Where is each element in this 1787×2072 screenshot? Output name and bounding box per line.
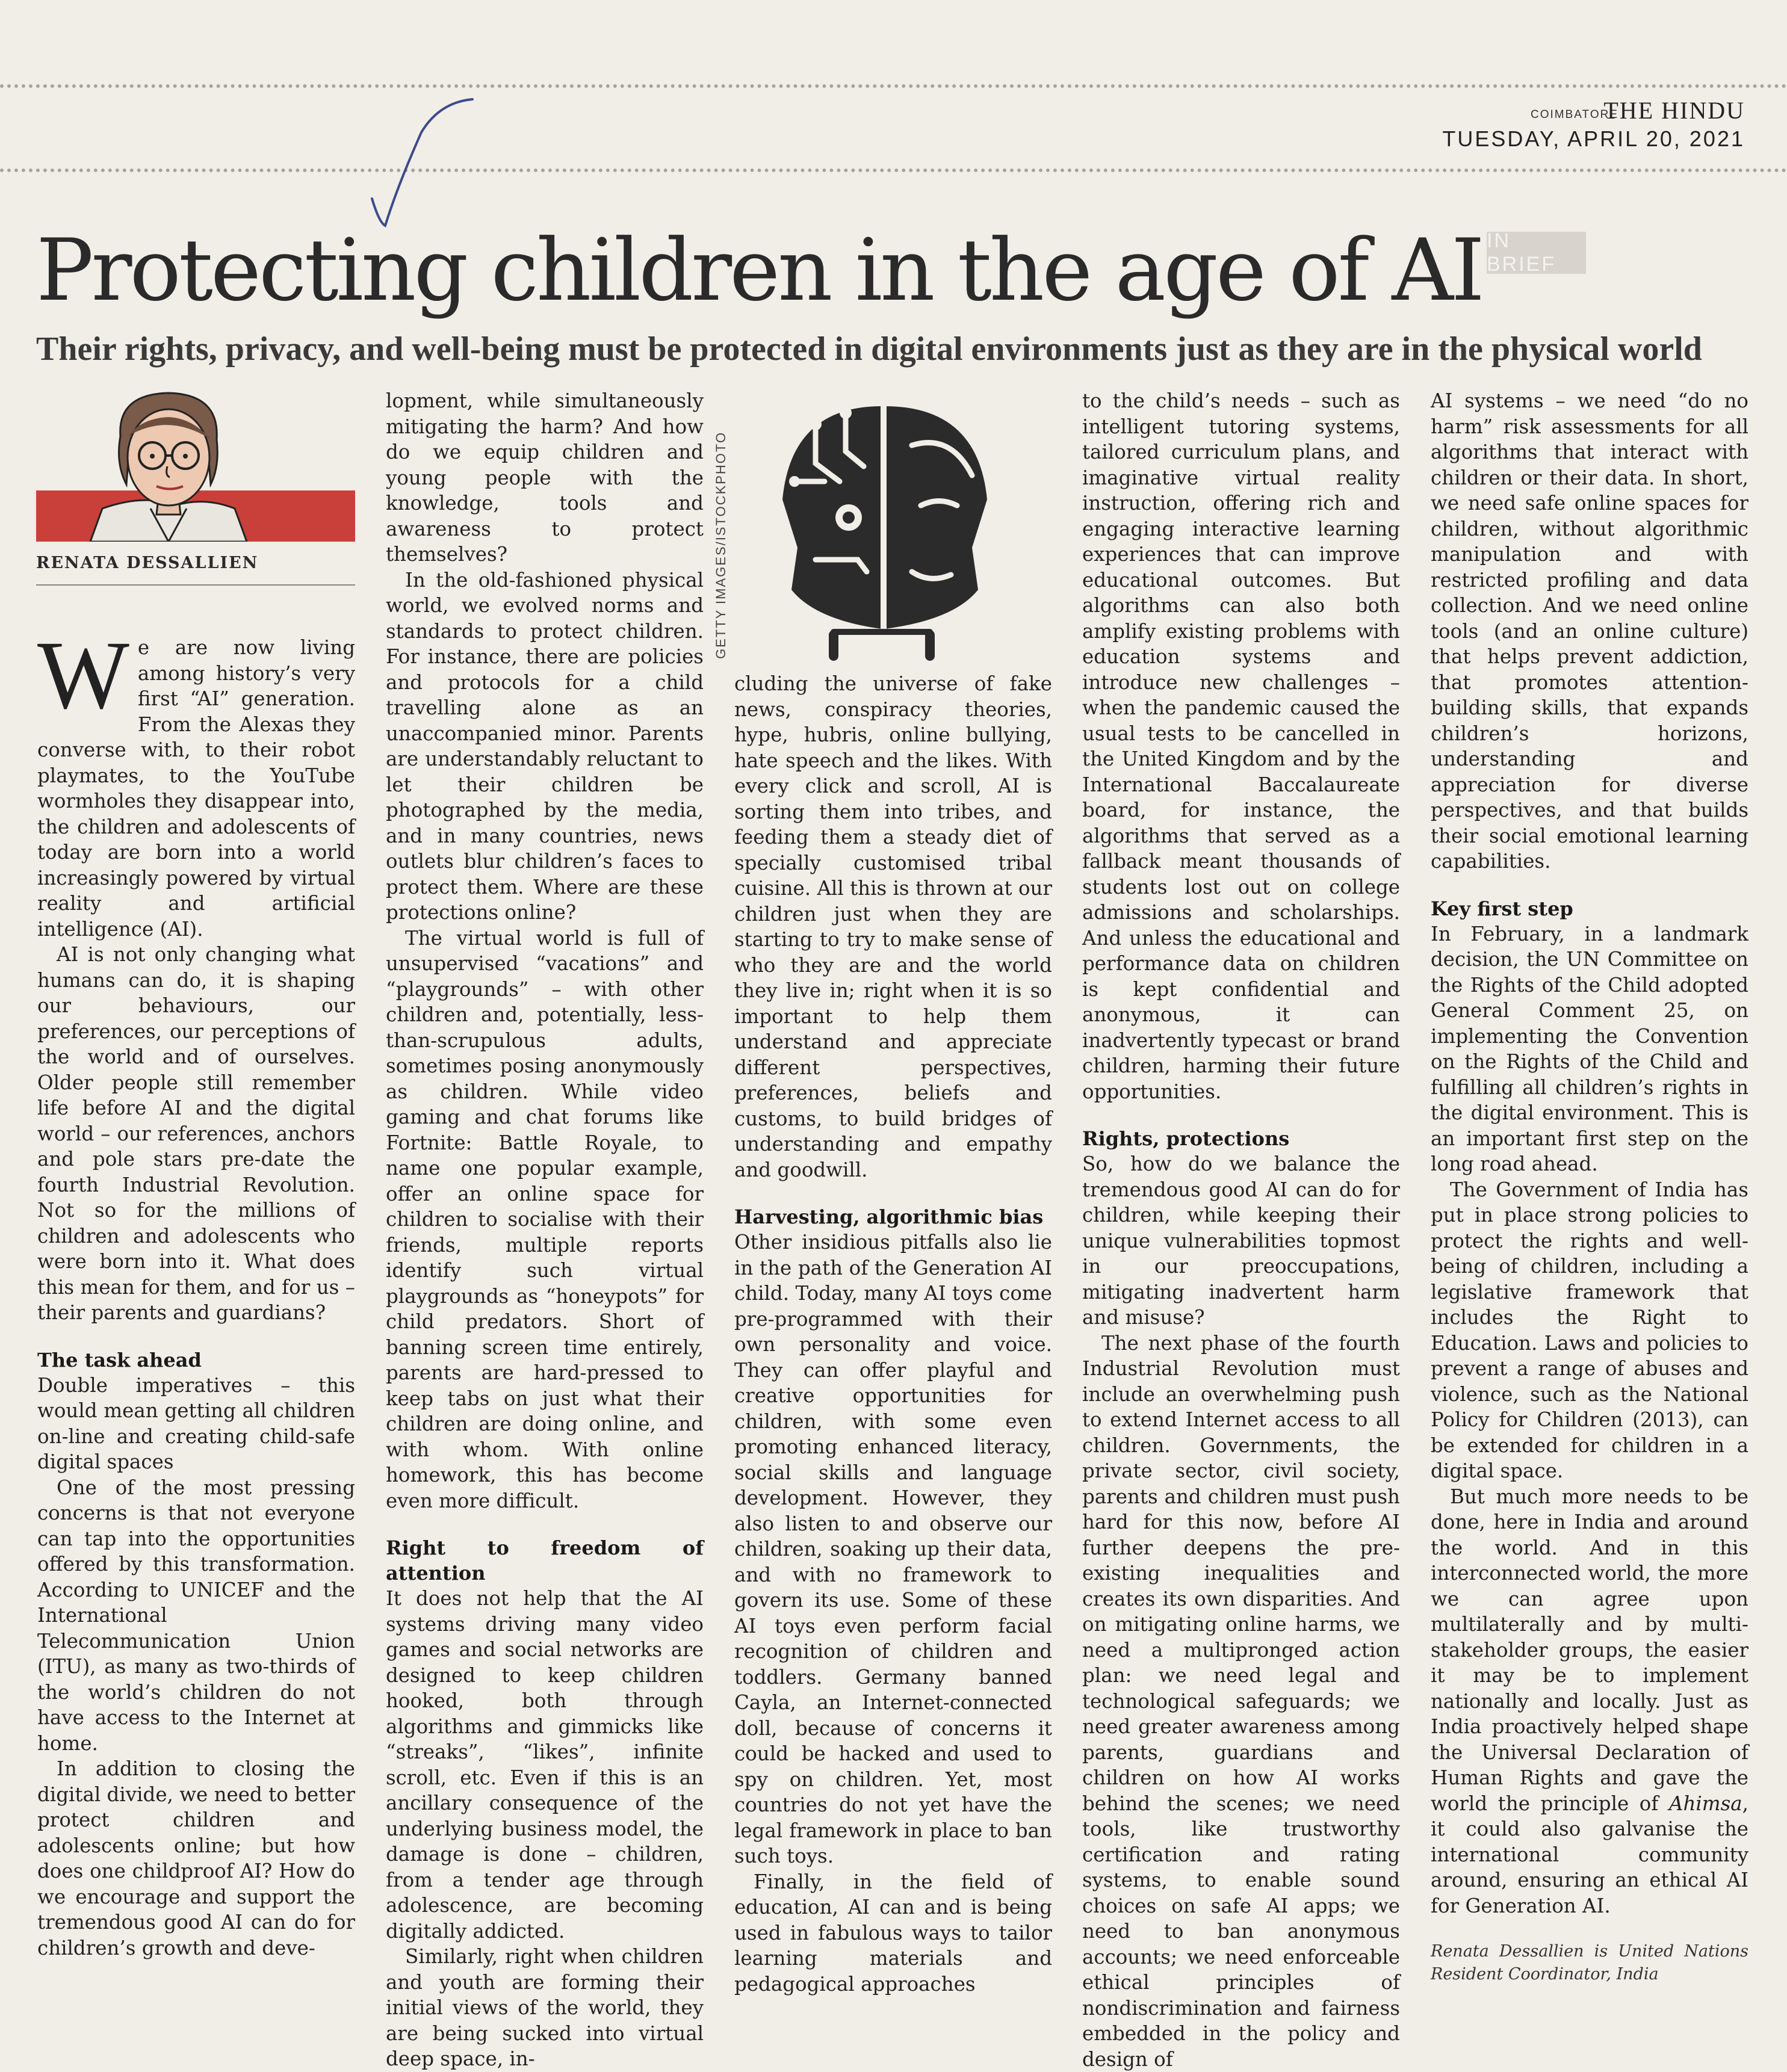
- drop-cap: W: [37, 639, 129, 713]
- article-headline: Protecting children in the age of AI: [36, 223, 1420, 319]
- paragraph: lopment, while simultaneously mitigating the harm? And how do we equip children and young people with the knowledge, tools and awareness to protect themselves?: [386, 388, 704, 567]
- article-column-3: [734, 671, 1052, 1997]
- section-heading: Harvesting, algorithmic bias: [734, 1204, 1052, 1229]
- masthead-edition: COIMBATORE: [1531, 108, 1618, 122]
- ai-head-illustration: [713, 391, 1053, 662]
- paragraph: Finally, in the field of education, AI can and is being used in fabulous ways to tailor learning materials and pedagogical approaches: [734, 1869, 1052, 1997]
- paragraph: Similarly, right when children and youth are forming their initial views of the world, they are being sucked into virtual deep space, in-: [386, 1944, 704, 2072]
- paragraph: It does not help that the AI systems driving many video games and social networks are designed to keep children hooked, both through algorithms and gimmicks like “streaks”, “likes”, infinite scroll, etc. Even if this is an ancillary consequence of the underlying business model, the damage is done – children, from a tender age through adolescence, are becoming digitally addicted.: [386, 1586, 704, 1944]
- section-heading: Right to freedom of attention: [386, 1535, 704, 1586]
- bottom-dotted-rule: [0, 169, 1787, 172]
- author-block: [36, 388, 355, 586]
- article-column-4: [1082, 388, 1400, 2072]
- paragraph: In February, in a landmark decision, the UN Committee on the Rights of the Child adopted General Comment 25, on implementing the Convention on the Rights of the Child and fulfilling all children’s rights in the digital environment. This is an important first step on the long road ahead.: [1431, 921, 1748, 1177]
- paragraph: The next phase of the fourth Industrial Revolution must include an overwhelming push to extend Internet access to all children. Governments, the private sector, civil society, parents and children must push hard for this now, before AI further deepens the pre-existing inequalities and creates its own disparities. And on mitigating online harms, we need a multipronged action plan: we need legal and technological safeguards; we need greater awareness among parents, guardians and children on how AI works behind the scenes; we need tools, like trustworthy certification and rating systems, to enable sound choices on safe AI apps; we need to ban anonymous accounts; we need enforceable ethical principles of nondiscrimination and fairness embedded in the policy and design of: [1082, 1331, 1400, 2072]
- paragraph: In addition to closing the digital divide, we need to better protect children and adolescents online; but how does one childproof AI? How do we encourage and support the tremendous good AI can do for children’s growth and deve-: [37, 1756, 355, 1961]
- paragraph: AI systems – we need “do no harm” risk assessments for all algorithms that interact with children or their data. In short, we need safe online spaces for children, without algorithmic manipulation and with restricted profiling and data collection. And we need online tools (and an online culture) that helps prevent addiction, that promotes attention-building skills, that expands children’s horizons, understanding and appreciation for diverse perspectives, and that builds their social emotional learning capabilities.: [1431, 388, 1748, 874]
- paragraph: But much more needs to be done, here in India and around the world. And in this interconnected world, the more we can agree upon multilaterally and by multi-stakeholder groups, the easier it may be to implement nationally and locally. Just as India proactively helped shape the Universal Declaration of Human Rights and gave the world the principle of Ahimsa, it could also galvanise the international community around, ensuring an ethical AI for Generation AI.: [1431, 1484, 1748, 1919]
- paragraph: Other insidious pitfalls also lie in the path of the Generation AI child. Today, many AI toys come pre-programmed with their own personality and voice. They can offer playful and creative opportunities for children, with some even promoting enhanced literacy, social skills and language development. However, they also listen to and observe our children, soaking up their data, and with no framework to govern its use. Some of these AI toys even perform facial recognition of children and toddlers. Germany banned Cayla, an Internet-connected doll, because of concerns it could be hacked and used to spy on children. Yet, most countries do not yet have the legal framework in place to ban such toys.: [734, 1229, 1052, 1869]
- image-credit: GETTY IMAGES/ISTOCKPHOTO: [713, 431, 729, 659]
- paragraph: In the old-fashioned physical world, we evolved norms and standards to protect children. For instance, there are policies and protocols for a child travelling alone as an unaccompanied minor. Parents are understandably reluctant to let their children be photographed by the media, and in many countries, news outlets blur children’s faces to protect them. Where are these protections online?: [386, 567, 704, 926]
- article-column-5: [1431, 388, 1748, 1986]
- paragraph: cluding the universe of fake news, conspiracy theories, hype, hubris, online bullying, hate speech and the likes. With every click and scroll, AI is sorting them into tribes, and feeding them a steady diet of specially customised tribal cuisine. All this is thrown at our children just when they are starting to try to make sense of who they are and the world they live in; right when it is so important to help them understand and appreciate different perspectives, preferences, beliefs and customs, to build bridges of understanding and empathy and goodwill.: [734, 671, 1052, 1183]
- article-subheadline: Their rights, privacy, and well-being must be protected in digital environments just as they are in the physical world: [36, 328, 1733, 370]
- paragraph: The Government of India has put in place strong policies to protect the rights and well-being of children, including a legislative framework that includes the Right to Education. Laws and policies to prevent a range of abuses and violence, such as the National Policy for Children (2013), can be extended for children in a digital space.: [1431, 1177, 1748, 1484]
- author-signoff: Renata Dessallien is United Nations Resident Coordinator, India: [1431, 1940, 1748, 1986]
- section-heading: The task ahead: [37, 1347, 355, 1373]
- article-column-1: [37, 635, 355, 1961]
- italic-term: Ahimsa: [1669, 1792, 1742, 1815]
- section-heading: Key first step: [1431, 896, 1748, 921]
- paragraph: One of the most pressing concerns is that not everyone can tap into the opportunities offered by this transformation. According to UNICEF and the International Telecommunication Union (ITU), as many as two-thirds of the world’s children do not have access to the Internet at home.: [37, 1475, 355, 1757]
- paragraph: AI is not only changing what humans can do, it is shaping our behaviours, our preferences, our perceptions of the world and of ourselves. Older people still remember life before AI and the digital world – our references, anchors and pole stars pre-date the fourth Industrial Revolution. Not so for the millions of children and adolescents who were born into it. What does this mean for them, and for us – their parents and guardians?: [37, 942, 355, 1326]
- author-byline: RENATA DESSALLIEN: [36, 554, 355, 586]
- masthead-date: TUESDAY, APRIL 20, 2021: [1442, 126, 1745, 152]
- paragraph: So, how do we balance the tremendous good AI can do for children, while keeping their unique vulnerabilities topmost in our preoccupations, mitigating inadvertent harm and misuse?: [1082, 1151, 1400, 1331]
- paragraph: to the child’s needs – such as intelligent tutoring systems, tailored curriculum plans, and imaginative virtual reality instruction, offering rich and engaging interactive learning experiences that can improve educational outcomes. But algorithms can also both amplify existing problems with education systems and introduce new challenges – when the pandemic caused the usual tests to be cancelled in the United Kingdom and by the International Baccalaureate board, for instance, the algorithms that served as a fallback meant thousands of students lost out on college admissions and scholarships. And unless the educational and performance data on children is kept confidential and anonymous, it can inadvertently typecast or brand children, harming their future opportunities.: [1082, 388, 1400, 1104]
- pen-tick-mark: [361, 96, 482, 235]
- paragraph: Double imperatives – this would mean getting all children on-line and creating child-safe digital spaces: [37, 1373, 355, 1475]
- paragraph: The virtual world is full of unsupervised “vacations” and “playgrounds” – with other children and, potentially, less-than-scrupulous adults, sometimes posing anonymously as children. While video gaming and chat forums like Fortnite: Battle Royale, to name one popular example, offer an online space for children to socialise with their friends, multiple reports identify such virtual playgrounds as “honeypots” for child predators. Short of banning screen time entirely, parents are hard-pressed to keep tabs on just what their children are doing online, and with whom. With online homework, this has become even more difficult.: [386, 926, 704, 1514]
- top-dotted-rule: [0, 84, 1787, 88]
- paragraph: We are now living among history’s very first “AI” generation. From the Alexas they converse with, to their robot playmates, to the YouTube wormholes they disappear into, the children and adolescents of today are born into a world increasingly powered by virtual reality and artificial intelligence (AI).: [37, 635, 355, 942]
- author-portrait: [36, 388, 355, 542]
- section-heading: Rights, protections: [1082, 1126, 1400, 1151]
- masthead-paper-name: THE HINDU: [1603, 96, 1745, 125]
- article-column-2: [386, 388, 704, 2072]
- in-brief-badge: IN BRIEF: [1487, 232, 1586, 274]
